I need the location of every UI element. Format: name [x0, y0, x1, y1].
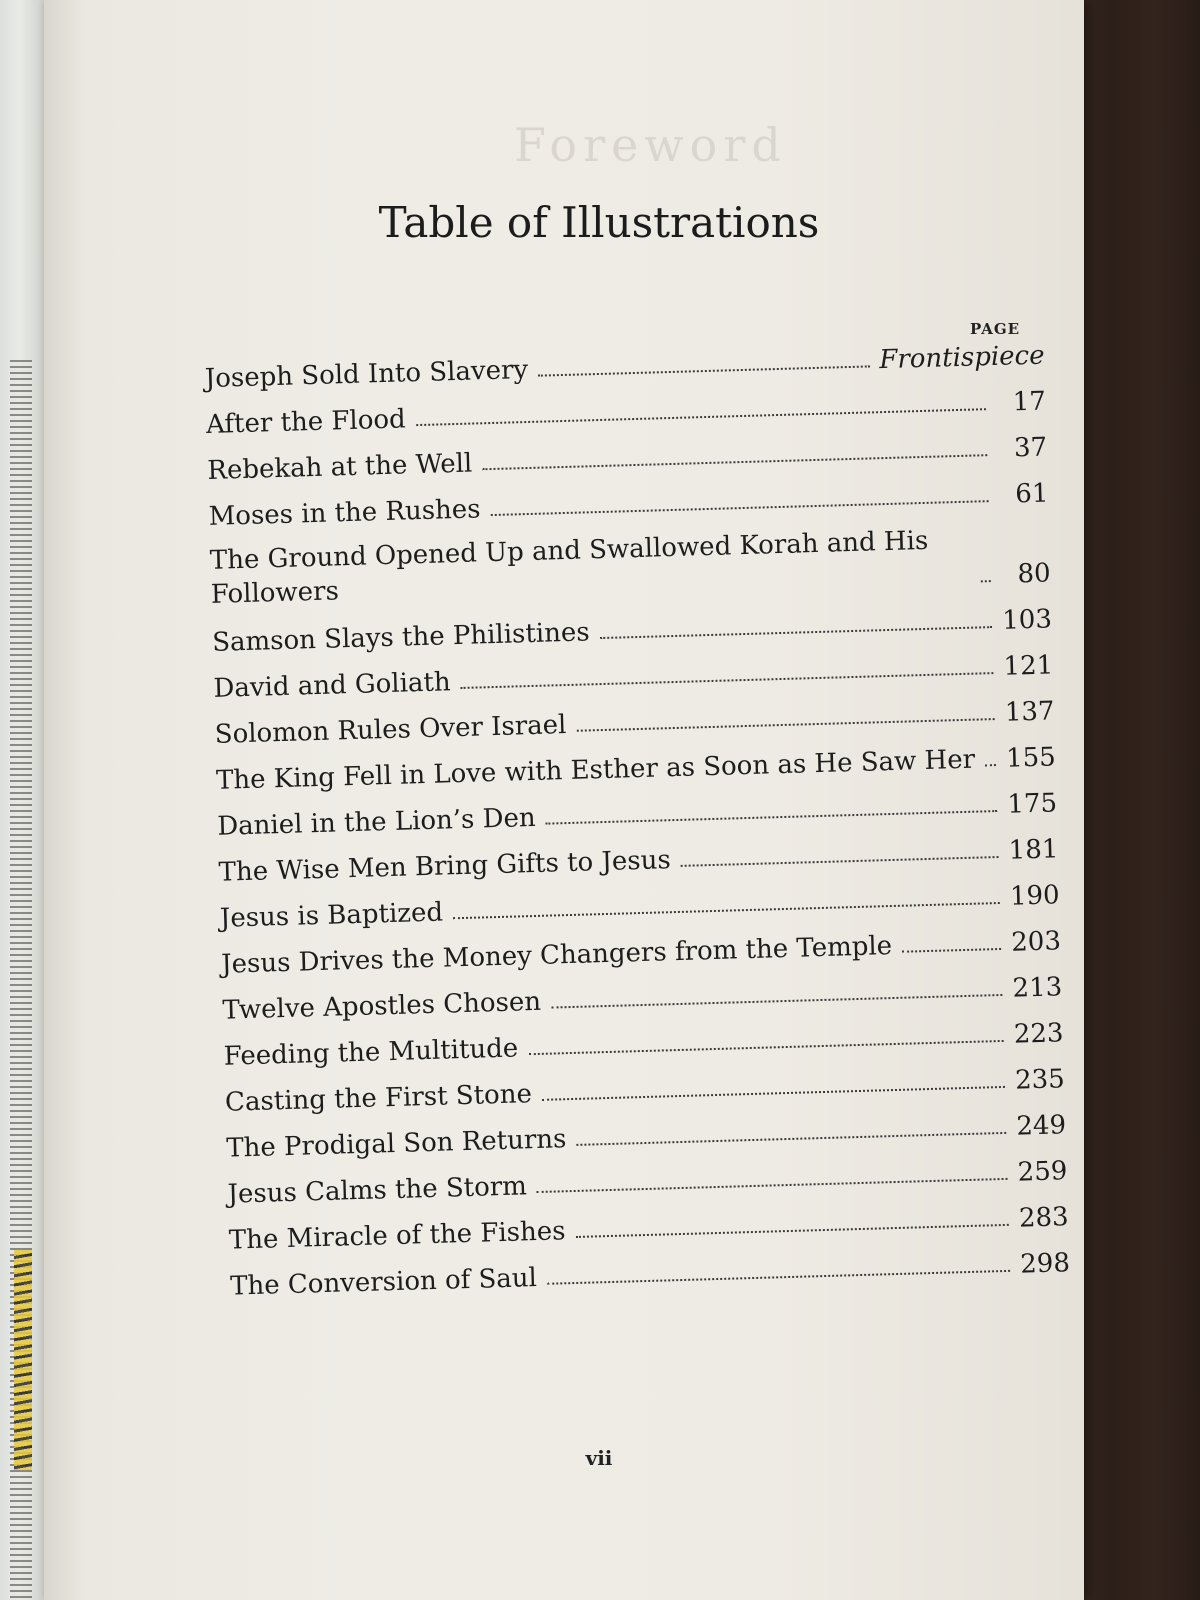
- cover-edge-pattern: [14, 1250, 32, 1470]
- entry-page: 137: [1004, 696, 1055, 728]
- entry-page: 223: [1013, 1018, 1064, 1050]
- entry-title: The Ground Opened Up and Swallowed Korah and His Followers: [209, 525, 929, 610]
- book-page: [44, 0, 1084, 1600]
- entry-page: 213: [1012, 972, 1063, 1004]
- entry-page: 249: [1015, 1110, 1067, 1142]
- entry-title: David and Goliath: [213, 667, 452, 704]
- entry-page: 190: [1009, 880, 1061, 912]
- entry-title: The Wise Men Bring Gifts to Jesus: [218, 845, 672, 888]
- entry-title: Jesus Calms the Storm: [227, 1171, 528, 1210]
- entry-page: 235: [1014, 1064, 1066, 1096]
- entry-page: 103: [1001, 604, 1053, 636]
- entry-page: 80: [1017, 558, 1052, 590]
- page-number: vii: [585, 1446, 613, 1470]
- entry-page: 17: [1012, 386, 1047, 418]
- entry-page: 175: [1007, 788, 1058, 820]
- entry-page: 37: [1013, 432, 1048, 464]
- entry-title: Twelve Apostles Chosen: [222, 986, 542, 1026]
- illustrations-list: [204, 325, 1070, 1302]
- dot-leader: [985, 764, 996, 766]
- entry-title: The King Fell in Love with Esther as Soon as He Saw Her: [215, 744, 976, 796]
- entry-page: 298: [1019, 1248, 1071, 1280]
- dot-leader: [981, 580, 991, 582]
- entry-title: Daniel in the Lion’s Den: [216, 802, 537, 842]
- entry-title: Samson Slays the Philistines: [211, 617, 591, 658]
- entry-page: Frontispiece: [878, 340, 1045, 376]
- dot-leader: [902, 948, 1001, 953]
- entry-title: Casting the First Stone: [224, 1079, 533, 1118]
- entry-page: 181: [1008, 834, 1059, 866]
- entry-title: Joseph Sold Into Slavery: [204, 354, 529, 394]
- entry-title: The Prodigal Son Returns: [225, 1124, 567, 1164]
- entry-title: Jesus Drives the Money Changers from the Temple: [220, 931, 893, 980]
- entry-title: After the Flood: [205, 404, 407, 440]
- entry-page: 61: [1014, 478, 1049, 510]
- entry-title: Rebekah at the Well: [207, 448, 473, 486]
- entry-page: 121: [1003, 650, 1054, 682]
- entry-page: 155: [1005, 742, 1057, 774]
- bleed-through-text: Foreword: [514, 118, 787, 172]
- dot-leader: [538, 365, 869, 376]
- page-column-label: PAGE: [970, 320, 1021, 338]
- entry-title: The Miracle of the Fishes: [228, 1216, 566, 1256]
- entry-page: 203: [1010, 926, 1062, 958]
- entry-title: Moses in the Rushes: [208, 494, 481, 532]
- page-title: Table of Illustrations: [378, 198, 820, 247]
- dot-leader: [547, 1270, 1010, 1285]
- entry-title: Solomon Rules Over Israel: [214, 710, 567, 750]
- page-stack-edge: [0, 0, 50, 1600]
- entry-page: 259: [1017, 1156, 1068, 1188]
- dot-leader: [681, 856, 999, 867]
- entry-title: Jesus is Baptized: [219, 897, 444, 934]
- entry-title: Feeding the Multitude: [223, 1033, 519, 1072]
- entry-title: The Conversion of Saul: [229, 1263, 538, 1302]
- entry-page: 283: [1018, 1202, 1070, 1234]
